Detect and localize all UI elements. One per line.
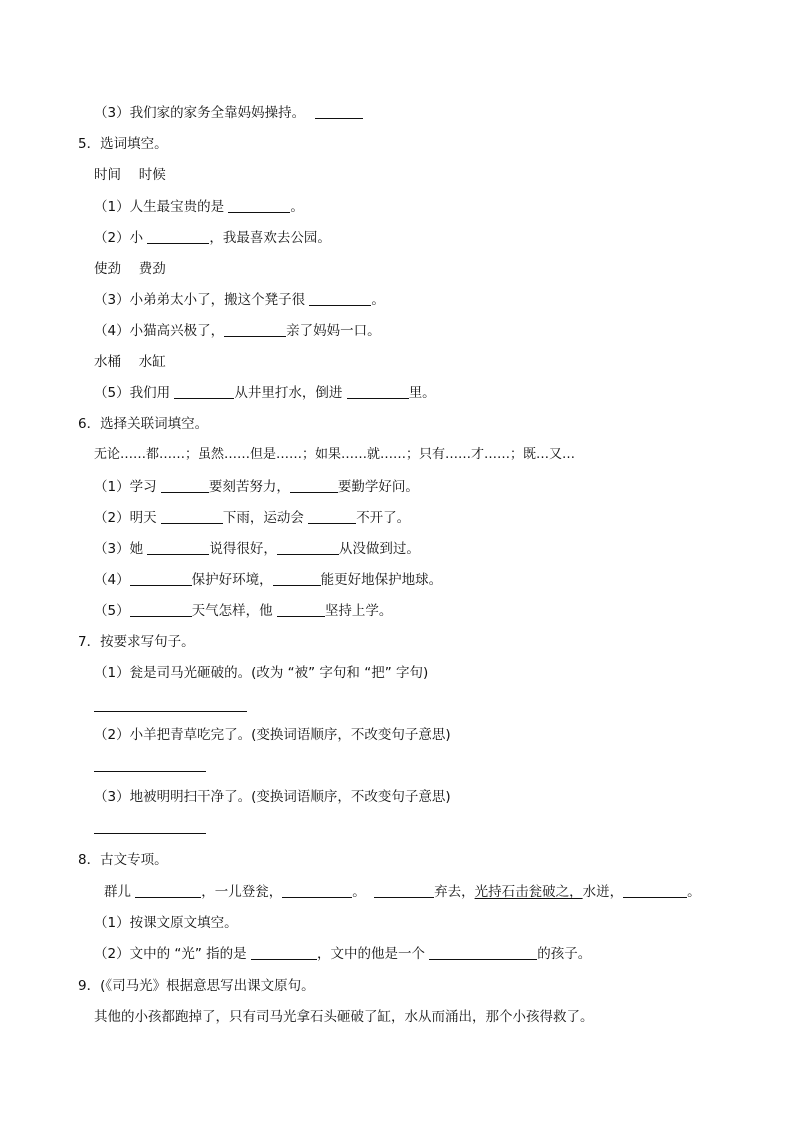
- answer-blank[interactable]: [135, 883, 201, 898]
- answer-blank[interactable]: [429, 945, 537, 960]
- q5-item5-text: （5）我们用: [94, 385, 175, 401]
- q7-item2: （2）小羊把青草吃完了。(变换词语顺序，不改变句子意思): [94, 727, 451, 743]
- answer-blank[interactable]: [147, 229, 209, 244]
- q5-item4: [94, 322, 381, 340]
- q6-item1-end: 要勤学好问。: [337, 479, 419, 495]
- q8-item2-end: 的孩子。: [537, 946, 592, 962]
- q6-item4: [94, 571, 442, 589]
- q5-item1-text: （1）人生最宝贵的是: [94, 199, 229, 215]
- q5-item2-end: ，我最喜欢去公园。: [209, 230, 331, 246]
- q6-item3-end: 从没做到过。: [338, 541, 420, 557]
- q7-item1: （1）瓮是司马光砸破的。(改为 “被” 字句和 “把” 字句): [94, 665, 429, 681]
- q9-title: 9．(《司马光》根据意思写出课文原句。: [78, 978, 315, 994]
- q6-item3: [94, 540, 420, 558]
- q4-item3: [94, 104, 363, 122]
- q5-item3-text: （3）小弟弟太小了，搬这个凳子很: [94, 292, 310, 308]
- q6-item1-text: （1）学习: [94, 479, 161, 495]
- answer-blank[interactable]: [374, 883, 434, 898]
- answer-blank[interactable]: [315, 104, 363, 119]
- q5-item1: [94, 198, 304, 216]
- answer-line[interactable]: [94, 711, 247, 712]
- q5-title: 5．选词填空。: [78, 136, 168, 152]
- answer-blank[interactable]: [347, 384, 409, 399]
- q5-item1-end: 。: [290, 199, 304, 215]
- q5-item4-text: （4）小猫高兴极了，: [94, 323, 225, 339]
- answer-blank[interactable]: [130, 602, 192, 617]
- q6-item2-mid: 下雨，运动会: [222, 510, 309, 526]
- answer-blank[interactable]: [161, 478, 209, 493]
- q6-item4-mid: 保护好环境，: [191, 572, 273, 588]
- q5-item2-text: （2）小: [94, 230, 148, 246]
- q9-text: 其他的小孩都跑掉了，只有司马光拿石头砸破了缸，水从而涌出，那个小孩得救了。: [94, 1009, 594, 1025]
- answer-blank[interactable]: [147, 540, 209, 555]
- answer-blank[interactable]: [282, 883, 352, 898]
- answer-blank[interactable]: [277, 602, 325, 617]
- q5-item5-end: 里。: [408, 385, 436, 401]
- q6-item2-text: （2）明天: [94, 510, 161, 526]
- q5-item4-end: 亲了妈妈一口。: [286, 323, 381, 339]
- q4-item3-text: （3）我们家的家务全靠妈妈操持。: [94, 105, 306, 121]
- q5-item3-end: 。: [371, 292, 385, 308]
- q8-passage: [104, 883, 701, 901]
- q8-title: 8．古文专项。: [78, 852, 168, 868]
- q6-options: 无论……都……；虽然……但是……；如果……就……；只有……才……；既…又…: [94, 447, 576, 462]
- answer-blank[interactable]: [273, 571, 321, 586]
- q6-item1: [94, 478, 419, 496]
- q6-item5-end: 坚持上学。: [324, 603, 393, 619]
- answer-blank[interactable]: [228, 198, 290, 213]
- q8-passage-start: 群儿: [104, 884, 136, 900]
- answer-line[interactable]: [94, 771, 206, 772]
- q8-item1: （1）按课文原文填空。: [94, 915, 238, 931]
- q6-item4-end: 能更好地保护地球。: [320, 572, 443, 588]
- q8-passage-part4: 弃去，: [434, 884, 475, 900]
- q5-item5: [94, 384, 436, 402]
- q5-word-group-3: 水桶 水缸: [94, 354, 166, 370]
- q8-passage-part3: 。: [352, 884, 371, 900]
- answer-blank[interactable]: [623, 883, 687, 898]
- q5-item5-mid: 从井里打水，倒进: [234, 385, 347, 401]
- q6-title: 6．选择关联词填空。: [78, 416, 209, 432]
- answer-blank[interactable]: [277, 540, 339, 555]
- q8-passage-end: 。: [687, 884, 701, 900]
- answer-blank[interactable]: [308, 509, 356, 524]
- q5-item3: [94, 291, 385, 309]
- q6-item5: [94, 602, 392, 620]
- answer-blank[interactable]: [251, 945, 317, 960]
- answer-blank[interactable]: [290, 478, 338, 493]
- q8-underlined-sentence: 光持石击瓮破之，: [474, 884, 583, 900]
- answer-blank[interactable]: [174, 384, 234, 399]
- answer-blank[interactable]: [161, 509, 223, 524]
- q6-item4-text: （4）: [94, 572, 130, 588]
- q5-word-group-2: 使劲 费劲: [94, 261, 166, 277]
- q8-item2-text: （2）文中的 “光” 指的是: [94, 946, 251, 962]
- q8-item2: [94, 945, 591, 963]
- q6-item2: [94, 509, 410, 527]
- q6-item5-mid: 天气怎样，他: [191, 603, 277, 619]
- q8-item2-mid: ，文中的他是一个: [316, 946, 430, 962]
- answer-blank[interactable]: [309, 291, 371, 306]
- answer-blank[interactable]: [224, 322, 286, 337]
- q6-item1-mid: 要刻苦努力，: [208, 479, 290, 495]
- q6-item3-mid: 说得很好，: [209, 541, 277, 557]
- q5-word-group-1: 时间 时候: [94, 167, 166, 183]
- q6-item3-text: （3）她: [94, 541, 148, 557]
- q6-item2-end: 不开了。: [356, 510, 411, 526]
- answer-line[interactable]: [94, 833, 206, 834]
- q5-item2: [94, 229, 331, 247]
- q6-item5-text: （5）: [94, 603, 130, 619]
- q7-item3: （3）地被明明扫干净了。(变换词语顺序，不改变句子意思): [94, 789, 451, 805]
- q8-passage-part5: 水迸，: [582, 884, 624, 900]
- answer-blank[interactable]: [130, 571, 192, 586]
- q8-passage-part2: ，一儿登瓮，: [201, 884, 283, 900]
- q7-title: 7．按要求写句子。: [78, 634, 195, 650]
